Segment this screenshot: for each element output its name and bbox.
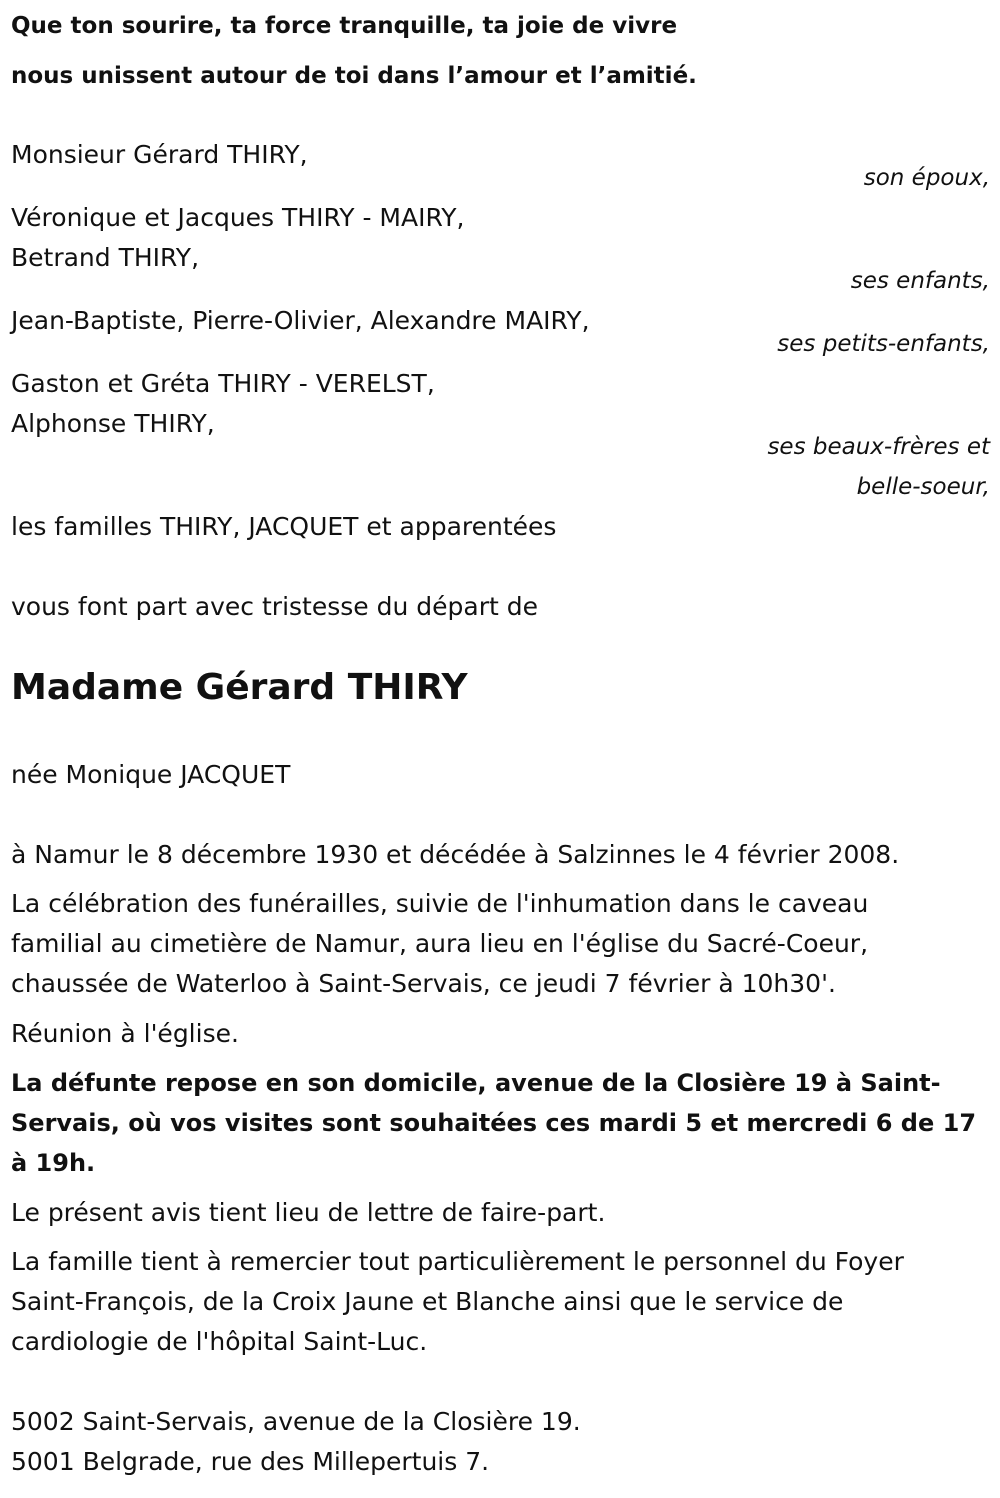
epigraph-line-1: Que ton sourire, ta force tranquille, ta joie de vivre (11, 13, 678, 39)
thanks-line-3: cardiologie de l'hôpital Saint-Luc. (11, 1327, 428, 1356)
spouse-name: Monsieur Gérard THIRY, (11, 140, 308, 169)
announcement-text: vous font part avec tristesse du départ de (11, 592, 538, 621)
thanks-line-2: Saint-François, de la Croix Jaune et Blanche ainsi que le service de (11, 1287, 844, 1316)
inlaw-name-2: Alphonse THIRY, (11, 409, 215, 438)
funeral-line-1: La célébration des funérailles, suivie de l'inhumation dans le caveau (11, 889, 869, 918)
visitation-line-2: Servais, où vos visites sont souhaitées ces mardi 5 et mercredi 6 de 17 (11, 1109, 977, 1137)
funeral-line-3: chaussée de Waterloo à Saint-Servais, ce jeudi 7 février à 10h30'. (11, 969, 836, 998)
thanks-line-1: La famille tient à remercier tout particulièrement le personnel du Foyer (11, 1247, 904, 1276)
spouse-role: son époux, (863, 165, 990, 191)
visitation-line-3: à 19h. (11, 1149, 96, 1177)
children-role: ses enfants, (850, 268, 990, 294)
grandchildren-role: ses petits-enfants, (777, 331, 990, 357)
birth-death-dates: à Namur le 8 décembre 1930 et décédée à Salzinnes le 4 février 2008. (11, 840, 900, 869)
inlaw-name-1: Gaston et Gréta THIRY - VERELST, (11, 369, 435, 398)
extended-families: les familles THIRY, JACQUET et apparentées (11, 512, 557, 541)
inlaws-role-line-2: belle-soeur, (856, 474, 990, 500)
child-name-2: Betrand THIRY, (11, 243, 200, 272)
meeting-info: Réunion à l'église. (11, 1019, 239, 1048)
deceased-name: Madame Gérard THIRY (11, 667, 468, 708)
address-line-2: 5001 Belgrade, rue des Millepertuis 7. (11, 1447, 490, 1476)
maiden-name: née Monique JACQUET (11, 760, 291, 789)
child-name-1: Véronique et Jacques THIRY - MAIRY, (11, 203, 465, 232)
epigraph-line-2: nous unissent autour de toi dans l’amour et l’amitié. (11, 63, 697, 89)
notice-text: Le présent avis tient lieu de lettre de faire-part. (11, 1198, 606, 1227)
visitation-line-1: La défunte repose en son domicile, avenue de la Closière 19 à Saint- (11, 1069, 941, 1097)
address-line-1: 5002 Saint-Servais, avenue de la Closière 19. (11, 1407, 581, 1436)
inlaws-role-line-1: ses beaux-frères et (767, 434, 990, 460)
funeral-line-2: familial au cimetière de Namur, aura lieu en l'église du Sacré-Coeur, (11, 929, 869, 958)
grandchildren-names: Jean-Baptiste, Pierre-Olivier, Alexandre MAIRY, (11, 306, 590, 335)
